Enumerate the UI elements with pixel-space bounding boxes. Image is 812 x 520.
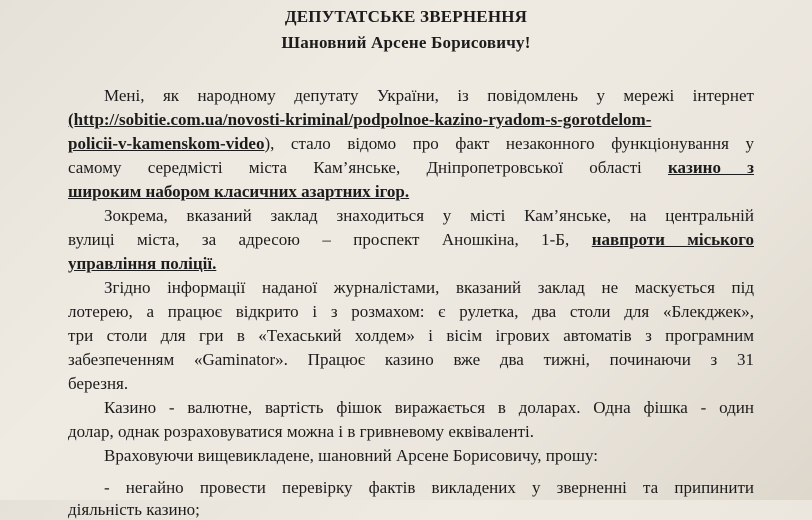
p1-source-link-cont[interactable]: policii-v-kamenskom-video [68,134,265,153]
p6-line-1: - негайно провести перевірку фактів викладених у зверненні та припинити [104,478,754,497]
p2-line-2 [68,230,754,250]
p2-highlight-2: управління поліції. [68,254,217,273]
p3-line-3: три столи для гри в «Техаський холдем» і вісім ігрових автоматів з програмним [68,326,754,345]
p1-highlight-1: казино з [667,158,754,177]
p2-line-2-text: вулиці міста, за адресою – проспект Аношкіна, 1-Б, [68,230,592,249]
salutation: Шановний Арсене Борисовичу! [281,33,531,52]
p1-line-4 [68,158,754,178]
p1-line-3 [68,134,754,154]
p2-highlight-1: навпроти міського [591,230,754,249]
p6-line-2: діяльність казино; [68,500,200,519]
p2-line-1: Зокрема, вказаний заклад знаходиться у місті Кам’янське, на центральній [104,206,754,225]
p1-highlight-2: широким набором класичних азартних ігор. [68,182,410,201]
p3-line-2: лотерею, а працює відкрито і з розмахом: є рулетка, два столи для «Блекджек», [68,302,754,321]
p1-line-4-text: самому середмісті міста Кам’янське, Дніпропетровської області [68,158,668,177]
p4-line-1: Казино - валютне, вартість фішок виражається в доларах. Одна фішка - один [104,398,754,417]
p3-line-4: забезпеченням «Gaminator». Працює казино вже два тижні, починаючи з 31 [68,350,754,369]
p3-line-1: Згідно інформації наданої журналістами, вказаний заклад не маскується під [104,278,754,297]
document-title: ДЕПУТАТСЬКЕ ЗВЕРНЕННЯ [284,7,528,26]
p1-line-3-text: ), стало відомо про факт незаконного функціонування у [264,134,754,153]
p5-line-1: Враховуючи вищевикладене, шановний Арсене Борисовичу, прошу: [104,446,598,465]
p3-line-5: березня. [68,374,129,393]
p1-source-link[interactable]: (http://sobitie.com.ua/novosti-kriminal/podpolnoe-kazino-ryadom-s-gorotdelom- [68,110,652,129]
p4-line-2: долар, однак розраховуватися можна і в гривневому еквіваленті. [68,422,535,441]
p1-line-1: Мені, як народному депутату України, із повідомлень у мережі інтернет [104,86,754,105]
